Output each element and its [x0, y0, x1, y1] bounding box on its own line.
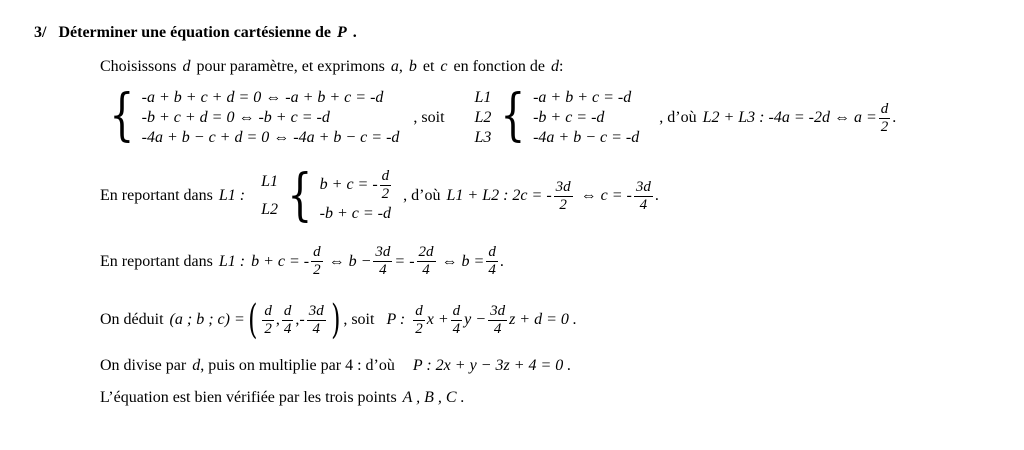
expression: ⇔ b −: [328, 252, 372, 270]
var-a: a: [390, 58, 399, 75]
verify-line: [100, 389, 465, 407]
numerator: 3d: [555, 178, 571, 195]
paren-close: ): [330, 297, 341, 343]
fraction: [417, 245, 436, 278]
text: En reportant dans: [100, 252, 213, 270]
points: A , B , C .: [402, 389, 465, 406]
expression: b + c = -: [251, 252, 310, 270]
text: En reportant dans: [100, 187, 213, 204]
text: en fonction de: [453, 58, 546, 75]
deduce-line: [100, 297, 577, 343]
brace: {: [287, 163, 313, 228]
label: L1 :: [218, 252, 246, 270]
fraction: [488, 304, 507, 337]
heading-var: P: [337, 24, 347, 41]
fraction: [262, 304, 274, 337]
minus: -: [299, 311, 305, 328]
equation-row: -b + c + d = 0 ⇔ -b + c = -d: [141, 109, 330, 126]
fraction: [486, 245, 498, 278]
equation-row: [320, 168, 394, 202]
heading-number: 3/: [34, 24, 47, 41]
expression: (a ; b ; c) =: [169, 311, 245, 328]
equation-system-3: [261, 163, 393, 228]
denominator: 2: [381, 185, 390, 202]
fraction: [879, 102, 891, 135]
equation-system-1: [104, 83, 400, 148]
var-d: d: [182, 58, 191, 75]
paren-open: (: [247, 297, 258, 343]
heading-dot: .: [352, 24, 357, 41]
numerator: d: [313, 244, 321, 260]
final-equation: P : 2x + y − 3z + 4 = 0 .: [412, 357, 572, 374]
expression: ⇔ b =: [441, 252, 485, 270]
expression: b + c = -: [319, 176, 378, 193]
denominator: 4: [379, 262, 387, 278]
text: , puis on multiplie par 4 : d’où: [200, 357, 395, 374]
text: , d’où: [403, 187, 441, 204]
dot: .: [654, 187, 659, 204]
comma: ,: [295, 311, 300, 328]
heading-text: Déterminer une équation cartésienne de: [58, 24, 331, 41]
comma: ,: [275, 311, 280, 328]
equation-row: -a + b + c + d = 0 ⇔ -a + b + c = -d: [141, 89, 384, 106]
var-d: d: [551, 58, 560, 75]
row-label: L1: [261, 173, 278, 190]
colon: :: [559, 58, 564, 75]
report-line-2: [100, 245, 504, 278]
text: L’équation est bien vérifiée par les trois points: [100, 389, 397, 406]
numerator: d: [488, 244, 496, 260]
denominator: 4: [493, 320, 502, 337]
fraction: [307, 304, 326, 337]
denominator: 2: [880, 118, 889, 135]
text: On divise par: [100, 357, 187, 374]
fraction: [373, 245, 392, 278]
numerator: d: [880, 100, 889, 117]
denominator: 4: [283, 320, 292, 337]
row-label: L1: [474, 89, 492, 106]
fraction: [311, 245, 323, 278]
numerator: d: [283, 302, 292, 319]
expression: = -: [394, 252, 415, 270]
denominator: 4: [488, 262, 496, 278]
fraction: [282, 304, 294, 337]
text: On déduit: [100, 311, 164, 328]
var-c: c: [440, 58, 448, 75]
equation-row: -b + c = -d: [319, 205, 391, 222]
row-label: L2: [474, 109, 492, 126]
system-line: [100, 83, 897, 148]
expression: L2 + L3 : -4a = -2d ⇔ a =: [702, 109, 877, 126]
expression: x +: [426, 311, 449, 328]
fraction: [413, 304, 425, 337]
equation-row: -a + b + c = -d: [533, 89, 632, 106]
text: , soit: [343, 311, 375, 328]
denominator: 2: [264, 320, 272, 337]
brace: {: [500, 83, 526, 148]
equation-row: -4a + b − c + d = 0 ⇔ -4a + b − c = -d: [141, 129, 400, 146]
plane-label: P :: [386, 311, 406, 328]
text: Choisissons: [100, 58, 177, 75]
expression: ⇔ c = -: [580, 187, 632, 204]
denominator: 2: [313, 262, 321, 278]
numerator: 2d: [418, 244, 434, 260]
fraction: [634, 180, 653, 213]
var-b: b: [408, 58, 417, 75]
text: , soit: [413, 109, 445, 126]
fraction: [554, 180, 573, 213]
fraction: [380, 169, 392, 202]
row-label: L2: [261, 201, 278, 218]
denominator: 2: [559, 196, 567, 213]
numerator: 3d: [308, 302, 324, 319]
numerator: d: [452, 302, 461, 319]
text: et: [422, 58, 435, 75]
text: , d’où: [659, 109, 697, 126]
var-d: d: [192, 357, 201, 374]
denominator: 2: [415, 320, 423, 337]
brace: {: [109, 83, 135, 148]
denominator: 4: [452, 320, 461, 337]
row-label: L3: [474, 129, 492, 146]
equation-row: -b + c = -d: [533, 109, 605, 126]
numerator: d: [264, 302, 272, 319]
expression: L1 + L2 : 2c = -: [446, 187, 552, 204]
numerator: 3d: [375, 244, 391, 260]
numerator: d: [381, 167, 390, 184]
report-line-1: [100, 163, 659, 228]
comma: ,: [398, 58, 403, 75]
divide-line: [100, 357, 571, 375]
label: L1 :: [218, 187, 246, 204]
intro-line: [100, 58, 563, 76]
expression: y −: [464, 311, 487, 328]
text: pour paramètre, et exprimons: [196, 58, 385, 75]
numerator: 3d: [490, 302, 506, 319]
dot: .: [892, 109, 897, 126]
denominator: 4: [312, 320, 320, 337]
dot: .: [499, 252, 504, 270]
equation-row: -4a + b − c = -d: [533, 129, 640, 146]
fraction: [451, 304, 463, 337]
denominator: 4: [639, 196, 648, 213]
numerator: 3d: [635, 178, 651, 195]
denominator: 4: [422, 262, 430, 278]
section-heading: [34, 24, 357, 42]
numerator: d: [415, 302, 423, 319]
equation-system-2: [474, 83, 640, 148]
expression: z + d = 0 .: [509, 311, 577, 328]
